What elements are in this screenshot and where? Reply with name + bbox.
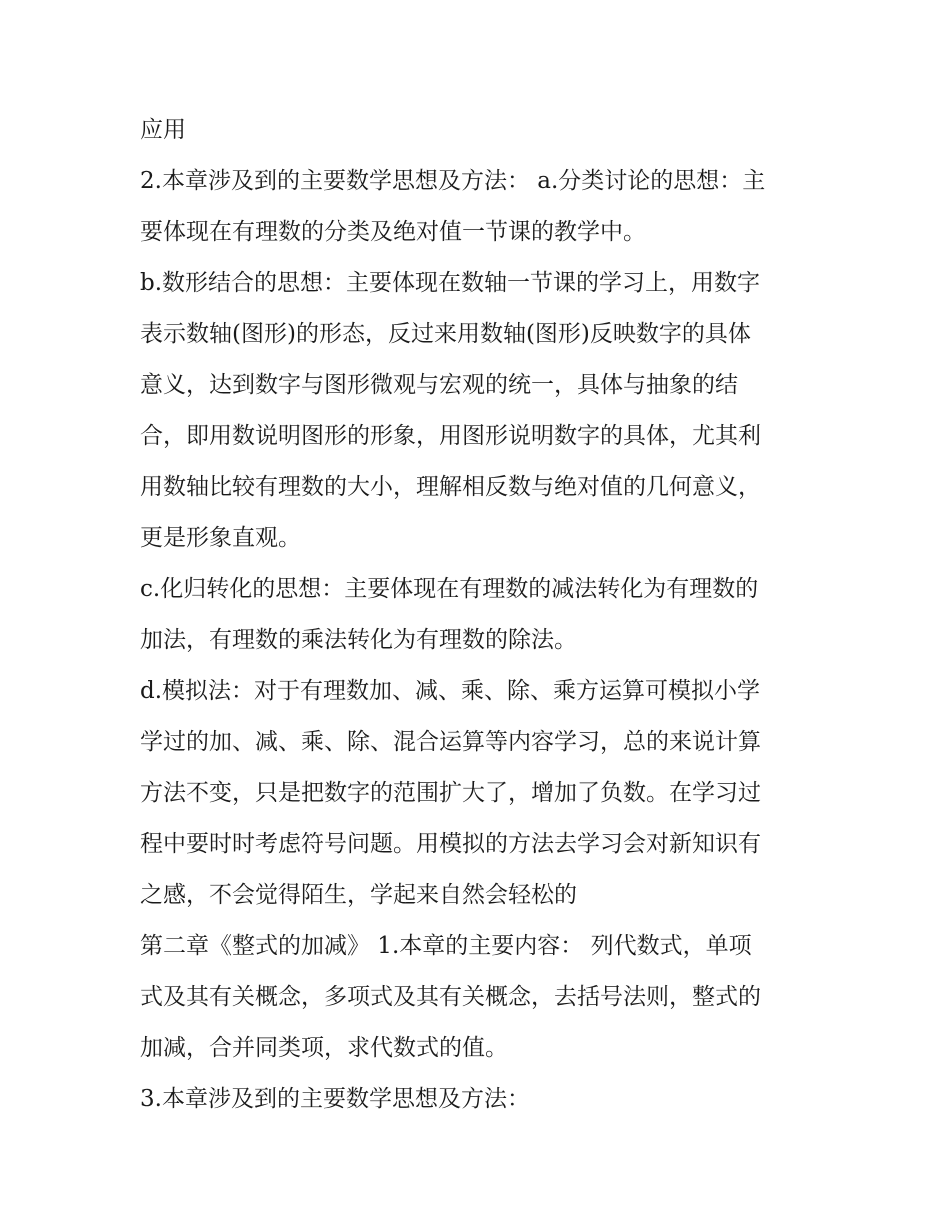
text-line: 程中要时时考虑符号问题。用模拟的方法去学习会对新知识有: [140, 831, 761, 857]
text-line: 2.本章涉及到的主要数学思想及方法： a.分类讨论的思想：主: [140, 168, 766, 194]
text-line: 3.本章涉及到的主要数学思想及方法：: [140, 1086, 530, 1112]
text-line: 式及其有关概念，多项式及其有关概念，去括号法则，整式的: [140, 984, 761, 1010]
text-line: 应用: [140, 117, 186, 143]
text-line: c.化归转化的思想：主要体现在有理数的减法转化为有理数的: [140, 576, 759, 602]
text-line: 加减，合并同类项，求代数式的值。: [140, 1035, 508, 1061]
text-line: 第二章《整式的加减》 1.本章的主要内容： 列代数式，单项: [140, 933, 752, 959]
document-body: [140, 105, 820, 1125]
text-line: b.数形结合的思想：主要体现在数轴一节课的学习上，用数字: [140, 270, 761, 296]
text-line: 学过的加、减、乘、除、混合运算等内容学习，总的来说计算: [140, 729, 761, 755]
text-line: 更是形象直观。: [140, 525, 301, 551]
text-line: 加法，有理数的乘法转化为有理数的除法。: [140, 627, 577, 653]
text-line: 用数轴比较有理数的大小，理解相反数与绝对值的几何意义，: [140, 474, 761, 500]
text-line: 方法不变，只是把数字的范围扩大了，增加了负数。在学习过: [140, 780, 761, 806]
text-line: 合，即用数说明图形的形象，用图形说明数字的具体，尤其利: [140, 423, 761, 449]
text-line: 之感，不会觉得陌生，学起来自然会轻松的: [140, 882, 577, 908]
text-line: 意义，达到数字与图形微观与宏观的统一，具体与抽象的结: [140, 372, 738, 398]
text-line: 要体现在有理数的分类及绝对值一节课的教学中。: [140, 219, 646, 245]
text-line: 表示数轴(图形)的形态，反过来用数轴(图形)反映数字的具体: [140, 321, 751, 347]
text-line: d.模拟法：对于有理数加、减、乘、除、乘方运算可模拟小学: [140, 678, 761, 704]
